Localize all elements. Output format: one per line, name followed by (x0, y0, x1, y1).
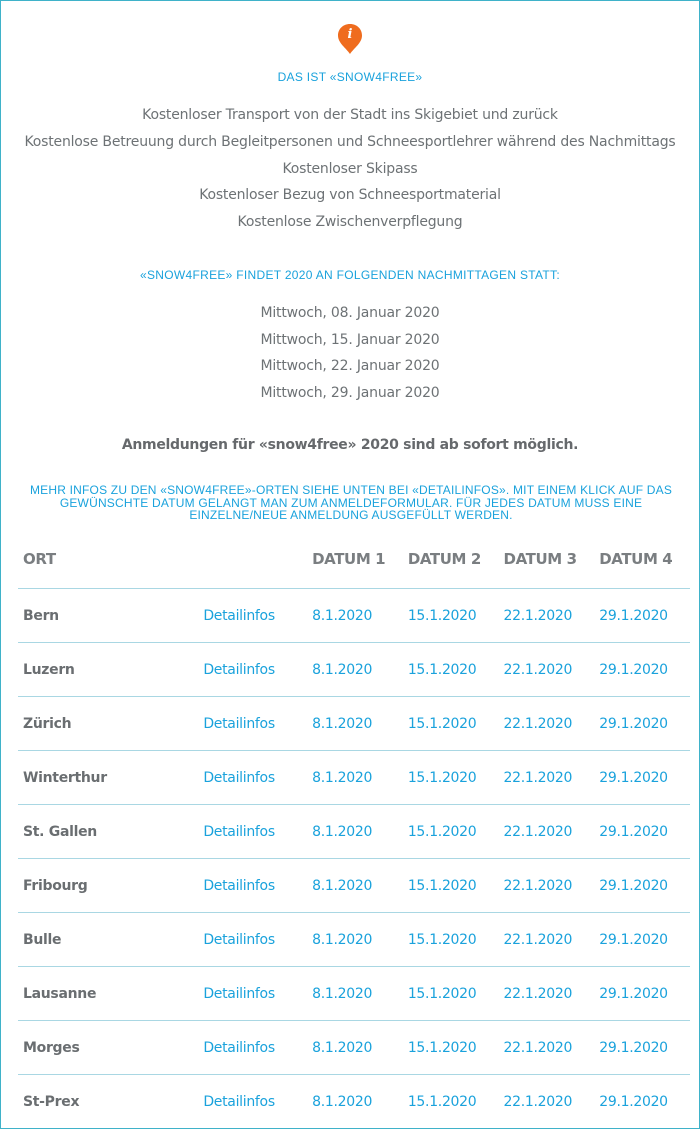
city-name: Fribourg (18, 859, 198, 913)
date-link-2[interactable]: 15.1.2020 (403, 859, 499, 913)
date-link-4[interactable]: 29.1.2020 (599, 1093, 668, 1110)
date-link-1[interactable]: 8.1.2020 (307, 697, 403, 751)
date-link-3[interactable]: 22.1.2020 (499, 589, 595, 643)
date-link-1[interactable]: 8.1.2020 (307, 643, 403, 697)
city-name: Bern (18, 589, 198, 643)
date-link-1[interactable]: 8.1.2020 (307, 913, 403, 967)
date-link-2[interactable]: 15.1.2020 (403, 643, 499, 697)
date-link-4[interactable]: 29.1.2020 (594, 589, 690, 643)
benefit-line: Kostenloser Skipass (282, 161, 418, 177)
date-link-4[interactable]: 29.1.2020 (594, 697, 690, 751)
date-link-1[interactable]: 8.1.2020 (307, 967, 403, 1021)
header-datum-2: DATUM 2 (403, 530, 499, 589)
table-row (18, 859, 690, 913)
benefit-line: Kostenlose Betreuung durch Begleitpersonen und Schneesportlehrer während des Nachmittags (24, 134, 676, 150)
date-link-4[interactable]: 29.1.2020 (594, 859, 690, 913)
benefit-line: Kostenlose Zwischenverpflegung (237, 214, 463, 230)
benefit-line: Kostenloser Transport von der Stadt ins Skigebiet und zurück (142, 107, 558, 123)
date-link-4[interactable]: 29.1.2020 (594, 805, 690, 859)
header-datum-4: DATUM 4 (594, 530, 690, 589)
header-details (198, 530, 307, 589)
date-link-1[interactable]: 8.1.2020 (307, 751, 403, 805)
table-row (18, 751, 690, 805)
city-name: Luzern (18, 643, 198, 697)
date-link-3[interactable]: 22.1.2020 (499, 967, 595, 1021)
date-link-3[interactable]: 22.1.2020 (499, 913, 595, 967)
date-link-4[interactable]: 29.1.2020 (594, 1021, 690, 1075)
locations-table (18, 530, 690, 1128)
date-link-3[interactable]: 22.1.2020 (499, 859, 595, 913)
header-datum-3: DATUM 3 (499, 530, 595, 589)
city-name: Morges (18, 1021, 198, 1075)
details-link[interactable]: Detailinfos (198, 589, 307, 643)
schedule-heading: «SNOW4FREE» FINDET 2020 AN FOLGENDEN NACHMITTAGEN STATT: (140, 268, 560, 282)
schedule-date: Mittwoch, 15. Januar 2020 (260, 332, 440, 348)
city-name: Bulle (18, 913, 198, 967)
city-name: St-Prex (23, 1093, 80, 1110)
header-datum-1: DATUM 1 (307, 530, 403, 589)
city-name: Zürich (18, 697, 198, 751)
date-link-3[interactable]: 22.1.2020 (499, 751, 595, 805)
date-link-3[interactable]: 22.1.2020 (499, 643, 595, 697)
date-link-2[interactable]: 15.1.2020 (403, 589, 499, 643)
date-link-4[interactable]: 29.1.2020 (594, 643, 690, 697)
details-link[interactable]: Detailinfos (198, 967, 307, 1021)
date-link-3[interactable]: 22.1.2020 (499, 697, 595, 751)
date-link-4[interactable]: 29.1.2020 (594, 751, 690, 805)
details-link[interactable]: Detailinfos (198, 913, 307, 967)
table-row (18, 805, 690, 859)
city-name: Winterthur (18, 751, 198, 805)
date-link-2[interactable]: 15.1.2020 (407, 1093, 477, 1110)
table-row (18, 697, 690, 751)
details-link[interactable]: Detailinfos (198, 1021, 307, 1075)
date-link-1[interactable]: 8.1.2020 (307, 589, 403, 643)
date-link-1[interactable]: 8.1.2020 (307, 805, 403, 859)
table-row (18, 1075, 690, 1129)
date-link-3[interactable]: 22.1.2020 (499, 805, 595, 859)
info-text: MEHR INFOS ZU DEN «SNOW4FREE»-ORTEN SIEHE UNTEN BEI «DETAILINFOS». MIT EINEM KLICK AUF DAS GEWÜNSCHTE DATUM GELANGT MAN ZUM ANMELDEFORMULAR. FÜR JEDES DATUM MUSS EINE EINZELNE/NEUE ANMELDUNG AUSGEFÜLLT WERDEN. (29, 483, 673, 522)
date-link-1[interactable]: 8.1.2020 (307, 1021, 403, 1075)
date-link-1[interactable]: 8.1.2020 (312, 1093, 373, 1110)
registration-notice: Anmeldungen für «snow4free» 2020 sind ab sofort möglich. (121, 437, 579, 453)
info-pin-icon: i (337, 23, 363, 55)
date-link-4[interactable]: 29.1.2020 (594, 967, 690, 1021)
date-link-3[interactable]: 22.1.2020 (503, 1093, 573, 1110)
table-row (18, 913, 690, 967)
date-link-2[interactable]: 15.1.2020 (403, 1021, 499, 1075)
table-row (18, 589, 690, 643)
date-link-2[interactable]: 15.1.2020 (403, 751, 499, 805)
details-link[interactable]: Detailinfos (198, 751, 307, 805)
city-name: Lausanne (18, 967, 198, 1021)
intro-heading: DAS IST «SNOW4FREE» (277, 70, 423, 84)
details-link[interactable]: Detailinfos (203, 1093, 275, 1110)
schedule-date: Mittwoch, 29. Januar 2020 (260, 385, 440, 401)
table-header-row (18, 530, 690, 589)
date-link-2[interactable]: 15.1.2020 (403, 967, 499, 1021)
table-row (18, 967, 690, 1021)
table-row (18, 1021, 690, 1075)
details-link[interactable]: Detailinfos (198, 805, 307, 859)
date-link-2[interactable]: 15.1.2020 (403, 697, 499, 751)
header-ort: ORT (18, 530, 198, 589)
details-link[interactable]: Detailinfos (198, 643, 307, 697)
date-link-2[interactable]: 15.1.2020 (403, 913, 499, 967)
benefit-line: Kostenloser Bezug von Schneesportmaterial (199, 187, 501, 203)
table-row (18, 643, 690, 697)
details-link[interactable]: Detailinfos (198, 697, 307, 751)
schedule-date: Mittwoch, 22. Januar 2020 (260, 358, 440, 374)
date-link-4[interactable]: 29.1.2020 (594, 913, 690, 967)
details-link[interactable]: Detailinfos (198, 859, 307, 913)
date-link-3[interactable]: 22.1.2020 (499, 1021, 595, 1075)
date-link-1[interactable]: 8.1.2020 (307, 859, 403, 913)
date-link-2[interactable]: 15.1.2020 (403, 805, 499, 859)
schedule-date: Mittwoch, 08. Januar 2020 (260, 305, 440, 321)
city-name: St. Gallen (18, 805, 198, 859)
